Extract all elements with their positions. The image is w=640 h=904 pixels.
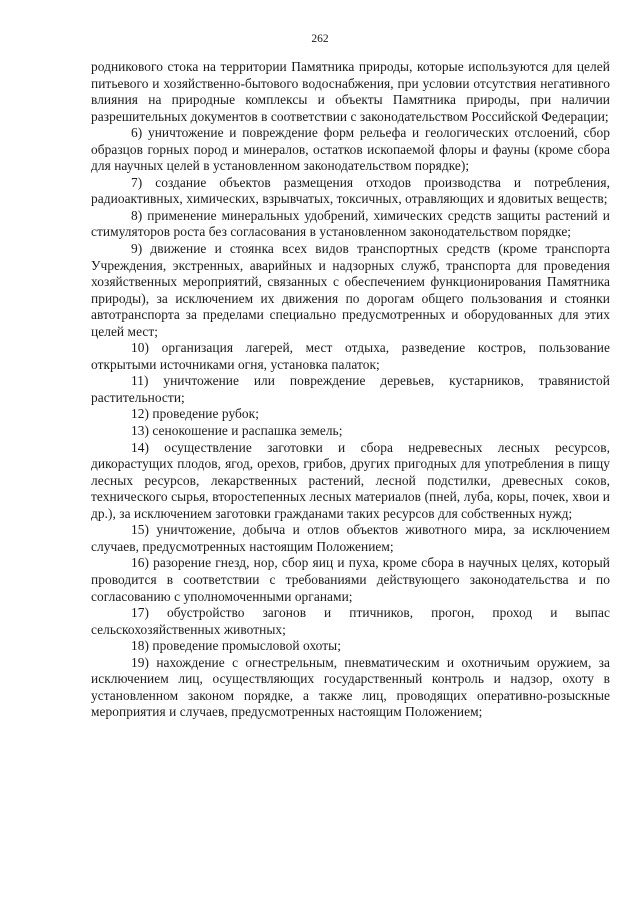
list-item-13: 13) сенокошение и распашка земель; bbox=[131, 423, 343, 439]
list-item-11: 11) уничтожение или повреждение деревьев, кустарников, травянистой растительности; bbox=[91, 373, 610, 405]
list-item-17: 17) обустройство загонов и птичников, прогон, проход и выпас сельскохозяйственных животных; bbox=[91, 605, 610, 637]
document-body bbox=[91, 59, 610, 721]
list-item-8: 8) применение минеральных удобрений, химических средств защиты растений и стимуляторов роста без согласования в установленном законодательством порядке; bbox=[91, 207, 610, 240]
list-item-12: 12) проведение рубок; bbox=[131, 406, 259, 422]
list-item-19: 19) нахождение с огнестрельным, пневматическим и охотничьим оружием, за исключением лиц, осуществляющих государственный контроль и надзор, охоту в установленном законом порядке, а также лиц, проводящих оперативно-розыскные мероприятия и случаев, предусмотренных настоящим Положением; bbox=[91, 654, 610, 720]
list-item-9: 9) движение и стоянка всех видов транспортных средств (кроме транспорта Учреждения, экстренных, аварийных и надзорных служб, транспорта для проведения хозяйственных мероприятий, связанных с обеспечением функционирования Памятника природы), за исключением их движения по дорогам общего пользования и стоянки автотранспорта за пределами специально предусмотренных и оборудованных для этих целей мест; bbox=[91, 241, 610, 339]
page-number: 262 bbox=[311, 33, 329, 45]
list-item-18: 18) проведение промысловой охоты; bbox=[131, 638, 341, 654]
list-item-7: 7) создание объектов размещения отходов производства и потребления, радиоактивных, химических, взрывчатых, токсичных, отравляющих и ядовитых веществ; bbox=[91, 174, 610, 207]
list-item-16: 16) разорение гнезд, нор, сбор яиц и пуха, кроме сбора в научных целях, который проводится в соответствии с требованиями действующего законодательства и по согласованию с уполномоченными органами; bbox=[91, 555, 610, 604]
list-item-6: 6) уничтожение и повреждение форм рельефа и геологических отслоений, сбор образцов горных пород и минералов, остатков ископаемой флоры и фауны (кроме сбора для научных целей в установленном законодательством порядке); bbox=[91, 125, 610, 174]
list-item-10: 10) организация лагерей, мест отдыха, разведение костров, пользование открытыми источниками огня, установка палаток; bbox=[91, 340, 610, 372]
list-item-15: 15) уничтожение, добыча и отлов объектов животного мира, за исключением случаев, предусмотренных настоящим Положением; bbox=[91, 522, 610, 554]
paragraph-continuation: родникового стока на территории Памятника природы, которые используются для целей питьевого и хозяйственно-бытового водоснабжения, при условии отсутствия негативного влияния на природные комплексы и объекты Памятника природы, при наличии разрешительных документов в соответствии с законодательством Российской Федерации; bbox=[91, 59, 610, 124]
list-item-14: 14) осуществление заготовки и сбора недревесных лесных ресурсов, дикорастущих плодов, ягод, орехов, грибов, других пригодных для употребления в пищу лесных ресурсов, лекарственных растений, лесной подстилки, древесных соков, технического сырья, второстепенных лесных материалов (пней, луба, коры, почек, хвои и др.), за исключением заготовки гражданами таких ресурсов для собственных нужд; bbox=[91, 439, 610, 521]
